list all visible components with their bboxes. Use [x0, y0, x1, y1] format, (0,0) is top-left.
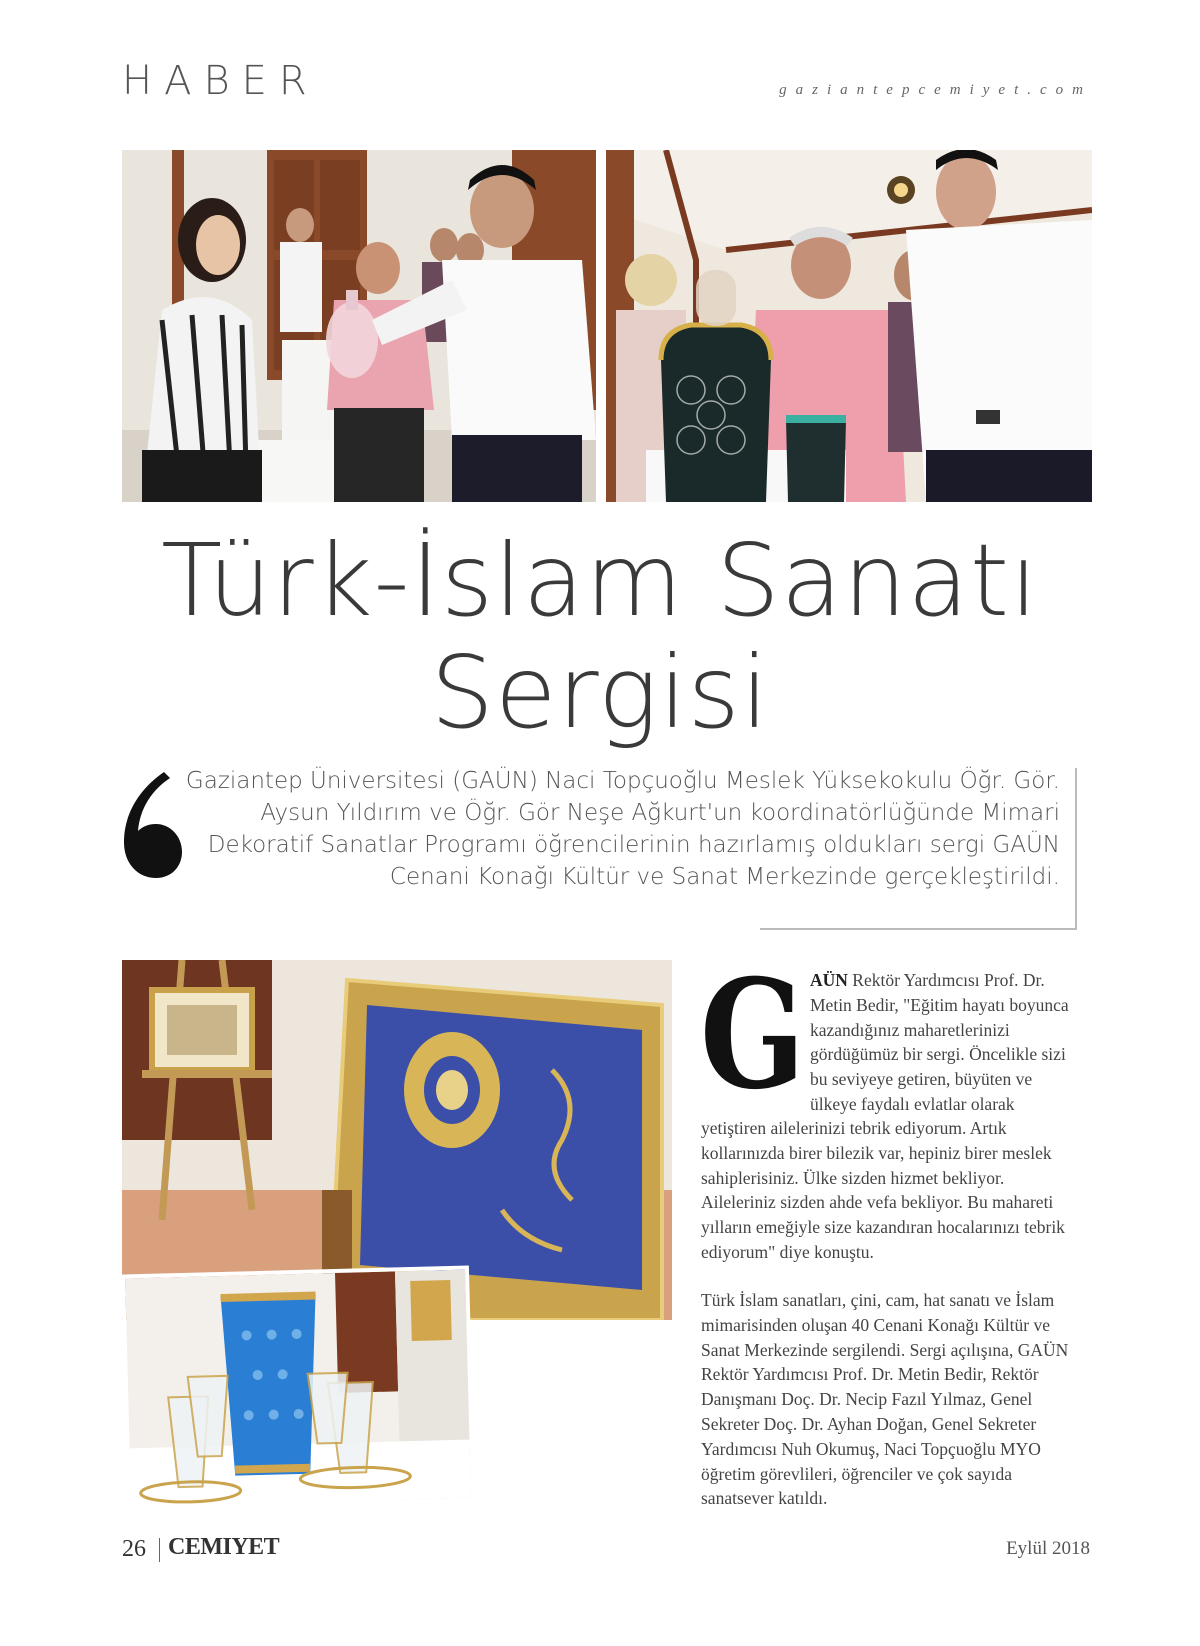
lead-bracket-horizontal	[760, 928, 1077, 930]
paragraph-1-lead-word: AÜN	[810, 970, 848, 990]
article-title	[60, 522, 1140, 751]
magazine-brand: CEMIYET	[168, 1534, 280, 1560]
paragraph-1-bottom: yetiştiren ailelerinizi tebrik ediyorum. Artık kollarınızda birer bilezik var, hepiniz birer meslek sahiplerisiniz. Ülke sizden hizmet bekliyor. Aileleriniz sizden ahde vefa bekliyor. Bu mahareti yılların emeğiyle size kazandıran hocalarınızı tebrik ediyorum" diye konuştu.	[701, 1118, 1065, 1262]
photo-glass-vase	[606, 150, 1092, 502]
dropcap-letter: G	[700, 947, 806, 1123]
footer-separator	[159, 1538, 160, 1562]
photo-tea-glasses	[121, 1265, 475, 1510]
tea-glasses-photo-icon	[125, 1269, 475, 1510]
photo-framed-illumination	[122, 960, 672, 1320]
paragraph-1-top-text: Rektör Yardımcısı Prof. Dr. Metin Bedir, "Eğitim hayatı boyunca kazandığınız maharetlerinizi gördüğümüz bir sergi. Öncelikle sizi bu seviyeye getiren, büyüten ve ülkeye faydalı evlatlar olarak	[810, 970, 1069, 1114]
exhibition-visit-photo-icon	[122, 150, 596, 502]
paragraph-1-top	[810, 968, 1080, 1117]
article-title-line2: Sergisi	[430, 634, 770, 751]
lead-bracket-vertical	[1075, 768, 1077, 928]
photo-exhibition-visit	[122, 150, 596, 502]
glass-vase-photo-icon	[606, 150, 1092, 502]
section-label: HABER	[122, 58, 319, 104]
lead-paragraph: Gaziantep Üniversitesi (GAÜN) Naci Topçuoğlu Meslek Yüksekokulu Öğr. Gör. Aysun Yıldırım ve Öğr. Gör Neşe Ağkurt'un koordinatörlüğünde Mimari Dekoratif Sanatlar Programı öğrencilerinin hazırlamış oldukları sergi GAÜN Cenani Konağı Kültür ve Sanat Merkezinde gerçekleştirildi.	[185, 768, 1060, 890]
paragraph-2: Türk İslam sanatları, çini, cam, hat sanatı ve İslam mimarisinden oluşan 40 Cenani Konağı Kültür ve Sanat Merkezinde sergilendi. Sergi açılışına, GAÜN Rektör Yardımcısı Prof. Dr. Metin Bedir, Rektör Danışmanı Doç. Dr. Necip Fazıl Yılmaz, Genel Sekreter Doç. Dr. Ayhan Doğan, Genel Sekreter Yardımcısı Nuh Okumuş, Naci Topçuoğlu MYO öğretim görevlileri, öğrenciler ve çok sayıda sanatsever katıldı.	[701, 1290, 1069, 1509]
quote-mark-icon	[118, 760, 186, 880]
issue-date: Eylül 2018	[1006, 1538, 1090, 1559]
page-number: 26	[122, 1536, 146, 1562]
site-url[interactable]: gaziantepcemiyet.com	[779, 82, 1092, 98]
article-title-line1: Türk-İslam Sanatı	[161, 522, 1039, 639]
framed-illumination-photo-icon	[122, 960, 672, 1320]
